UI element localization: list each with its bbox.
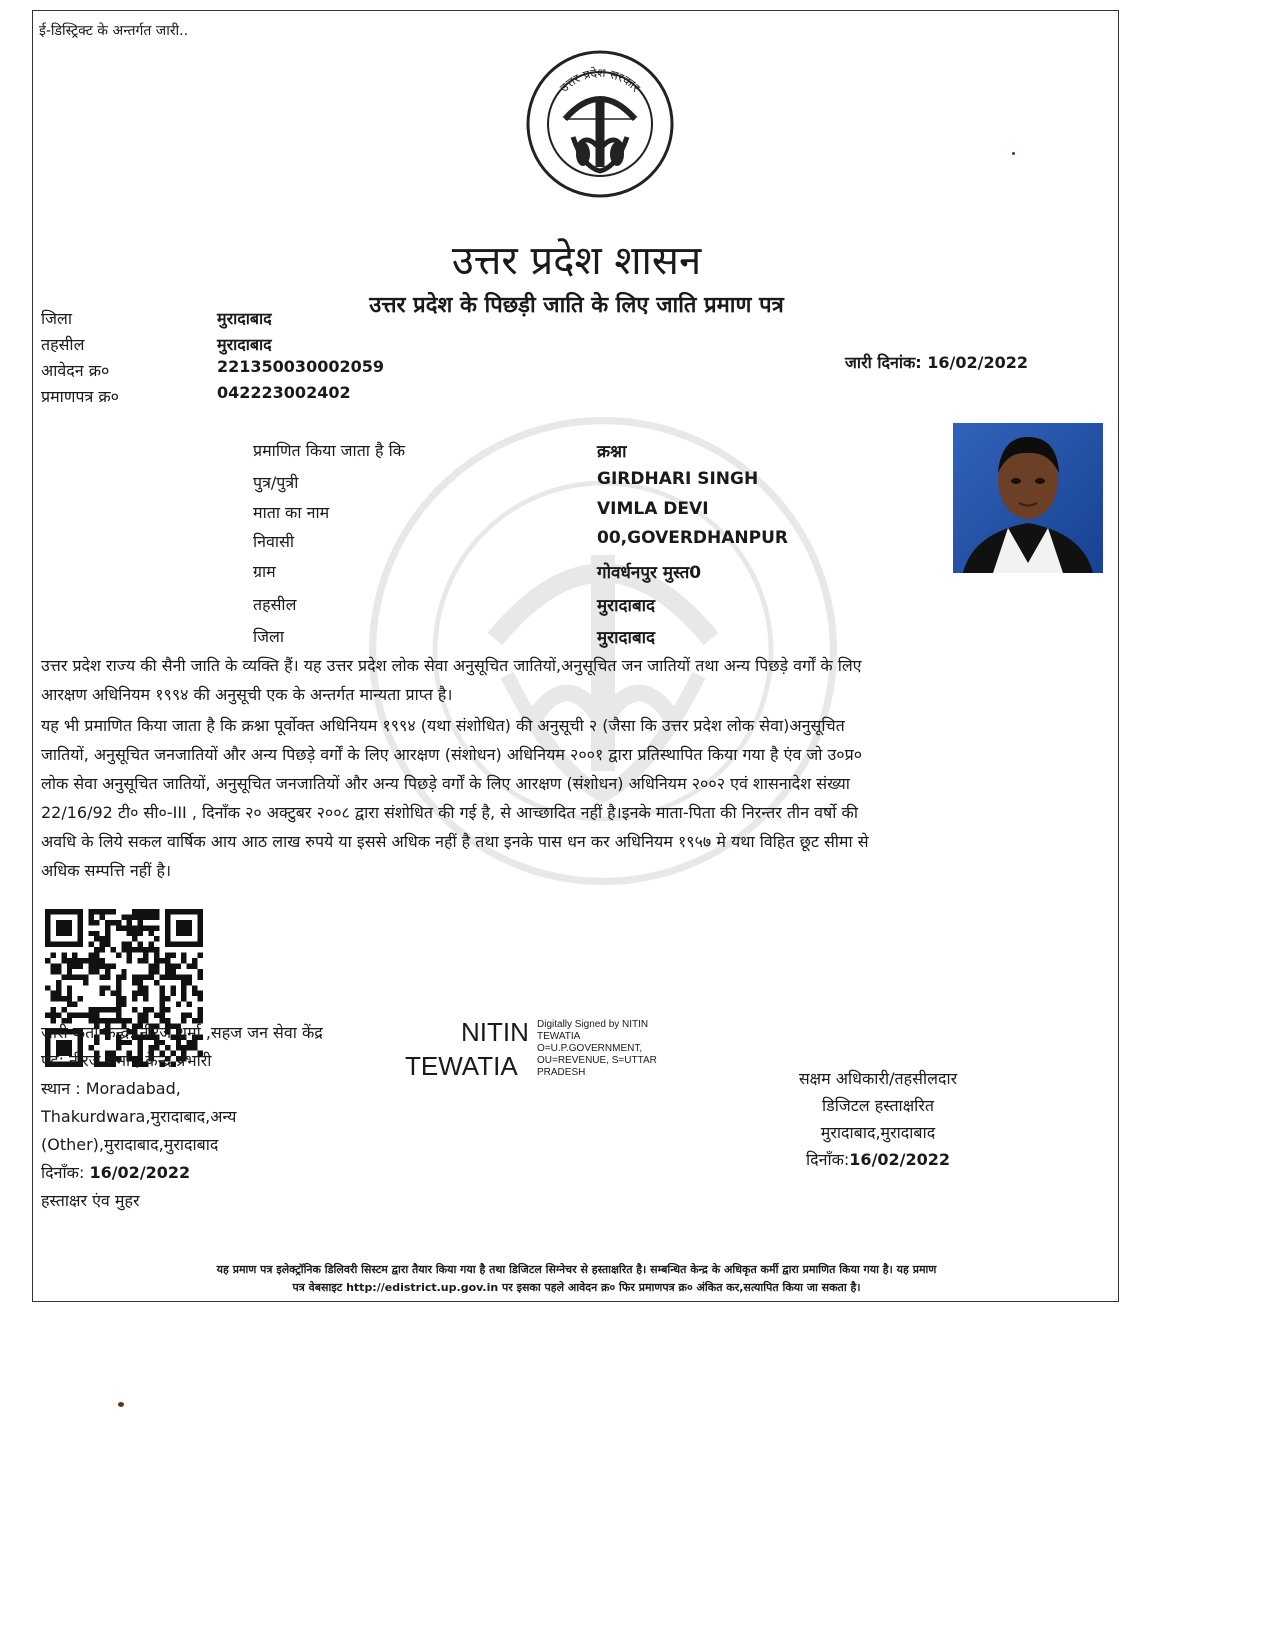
officer-title: सक्षम अधिकारी/तहसीलदार (798, 1069, 958, 1088)
p2-line-5: अवधि के लिये सकल वार्षिक आय आठ लाख रुपये या इससे अधिक नहीं है तथा इनके पास धन कर अधिनियम १९५७ मे यथा विहित छूट सीमा से (41, 832, 869, 851)
issuer-date-label: दिनाँक: (41, 1163, 85, 1182)
issuer-date (41, 1159, 323, 1187)
village-label: ग्राम (253, 562, 276, 581)
caste-paragraph-1 (41, 651, 1111, 709)
child-of-label: पुत्र/पुत्री (253, 473, 299, 492)
scan-speck (118, 1402, 124, 1407)
resident-label: निवासी (253, 532, 295, 551)
footer-line-1: यह प्रमाण पत्र इलेक्ट्रॉनिक डिलिवरी सिस्टम द्वारा तैयार किया गया है तथा डिजिटल सिग्नेचर से हस्ताक्षरित है। सम्बन्धित केन्द्र के अधिकृत कर्मी द्वारा प्रमाणित किया गया है। यह प्रमाण (216, 1263, 937, 1276)
caste-paragraph-2 (41, 711, 1111, 885)
p2-line-2: जातियों, अनुसूचित जनजातियों और अन्य पिछड़े वर्गों के लिए आरक्षण (संशोधन) अधिनियम २००१ द्वारा प्रतिस्थापित किया गया है एंव जो उ०प्र० (41, 745, 863, 764)
issuer-block (41, 1019, 323, 1215)
p2-line-1: यह भी प्रमाणित किया जाता है कि क्रश्ना पूर्वोक्त अधिनियम १९९४ (यथा संशोधित) की अनुसूची २ (जैसा कि उत्तर प्रदेश लोक सेवा)अनुसूचित (41, 716, 845, 735)
father-name: GIRDHARI SINGH (597, 469, 759, 489)
digital-signature (405, 1013, 695, 1103)
edistrict-note: ई-डिस्ट्रिक्ट के अन्तर्गत जारी.. (39, 23, 189, 39)
issue-date-value: 16/02/2022 (927, 353, 1028, 372)
p2-line-6: अधिक सम्पत्ति नहीं है। (41, 861, 172, 880)
issuer-place-3: (Other),मुरादाबाद,मुरादाबाद (41, 1135, 219, 1154)
meta-tehsil-label: तहसील (41, 335, 85, 354)
certificate-subtitle: उत्तर प्रदेश के पिछड़ी जाति के लिए जाति प्रमाण पत्र (369, 293, 784, 318)
issue-date (845, 351, 1028, 373)
footer-line-2: पत्र वेबसाइट http://edistrict.up.gov.in पर इसका पहले आवेदन क्र० फिर प्रमाणपत्र क्र० अंकित कर,सत्यापित किया जा सकता है। (292, 1281, 861, 1294)
issue-date-label: जारी दिनांक: (845, 353, 922, 372)
issuer-center: जारी कर्ता केन्द्र: नीरज शर्मा ,सहज जन सेवा केंद्र (41, 1023, 323, 1042)
applicant-photo (953, 423, 1103, 573)
meta-certificate-label: प्रमाणपत्र क्र० (41, 387, 119, 406)
mother-label: माता का नाम (253, 503, 330, 522)
officer-location: मुरादाबाद,मुरादाबाद (820, 1123, 936, 1142)
issuer-place-1: स्थान : Moradabad, (41, 1079, 181, 1098)
officer-date-value: 16/02/2022 (849, 1150, 951, 1169)
mother-name: VIMLA DEVI (597, 499, 709, 519)
issuer-date-value: 16/02/2022 (89, 1163, 191, 1182)
signature-details (537, 1019, 657, 1079)
officer-date-label: दिनाँक: (805, 1150, 850, 1169)
issuer-place-2: Thakurdwara,मुरादाबाद,अन्य (41, 1107, 237, 1126)
issuer-post: पद: नीरज शर्मा , केन्द्र प्रभारी (41, 1051, 212, 1070)
officer-date (723, 1146, 1033, 1173)
meta-district-label: जिला (41, 309, 73, 328)
signer-name-line-2: TEWATIA (405, 1051, 518, 1081)
certified-label: प्रमाणित किया जाता है कि (253, 441, 406, 460)
p2-line-3: लोक सेवा अनुसूचित जातियों, अनुसूचित जनजातियों और अन्य पिछड़े वर्गों के लिए आरक्षण (संशोधन) अधिनियम २००२ एवं शासनादेश संख्या (41, 774, 850, 793)
signature-detail-4: OU=REVENUE, S=UTTAR (537, 1055, 657, 1066)
page-title: उत्तर प्रदेश शासन (451, 238, 702, 284)
meta-district-value: मुरादाबाद (217, 309, 272, 328)
details-tehsil-value: मुरादाबाद (597, 596, 656, 616)
officer-signed: डिजिटल हस्ताक्षरित (822, 1096, 934, 1115)
signer-name-line-1: NITIN (461, 1017, 529, 1047)
details-tehsil-label: तहसील (253, 595, 297, 614)
details-district-value: मुरादाबाद (597, 628, 656, 648)
resident-value: 00,GOVERDHANPUR (597, 528, 789, 548)
certified-name: क्रश्ना (597, 442, 627, 462)
meta-tehsil-value: मुरादाबाद (217, 335, 272, 354)
signature-detail-1: Digitally Signed by NITIN (537, 1019, 649, 1030)
sign-seal-label: हस्ताक्षर एंव मुहर (41, 1191, 140, 1210)
meta-application-label: आवेदन क्र० (41, 361, 110, 380)
scan-speck (1012, 152, 1015, 155)
signature-detail-2: TEWATIA (537, 1031, 581, 1042)
p1-line-2: आरक्षण अधिनियम १९९४ की अनुसूची एक के अन्तर्गत मान्यता प्राप्त है। (41, 685, 453, 704)
signature-detail-3: O=U.P.GOVERNMENT, (537, 1043, 643, 1054)
svg-text:उत्तर प्रदेश सरकार: उत्तर प्रदेश सरकार (557, 65, 643, 95)
meta-certificate-value: 042223002402 (217, 383, 351, 402)
village-value: गोवर्धनपुर मुस्त0 (597, 563, 702, 583)
p2-line-4: 22/16/92 टी० सी०-III , दिनाँक २० अक्टुबर २००८ द्वारा संशोधित की गई है, से आच्छादित नहीं है।इनके माता-पिता की निरन्तर तीन वर्षो की (41, 803, 858, 822)
certificate-frame (32, 10, 1119, 1302)
meta-application-value: 221350030002059 (217, 357, 384, 376)
signature-detail-5: PRADESH (537, 1067, 586, 1078)
officer-block (723, 1065, 1033, 1173)
p1-line-1: उत्तर प्रदेश राज्य की सैनी जाति के व्यक्ति हैं। यह उत्तर प्रदेश लोक सेवा अनुसूचित जातियों,अनुसूचित जन जातियों तथा अन्य पिछड़े वर्गों के लिए (41, 656, 862, 675)
up-emblem-icon (525, 49, 675, 199)
verification-footer (43, 1261, 1110, 1297)
details-district-label: जिला (253, 627, 285, 646)
